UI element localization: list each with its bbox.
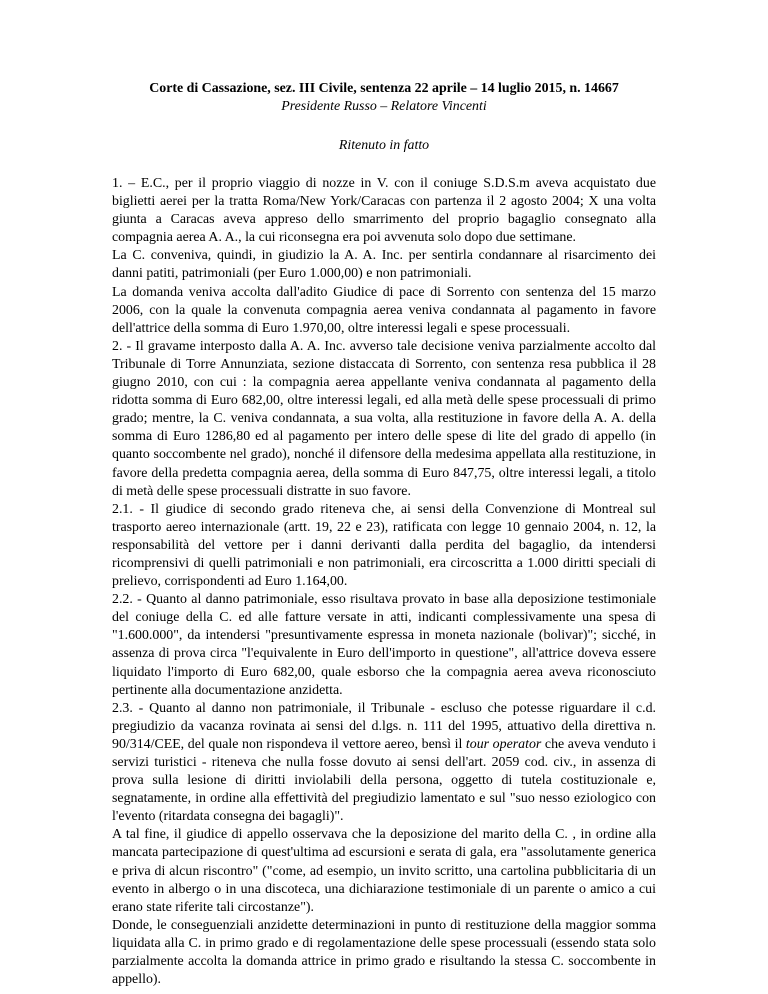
document-title: Corte di Cassazione, sez. III Civile, sentenza 22 aprile – 14 luglio 2015, n. 14667 (149, 81, 619, 96)
paragraph: La domanda veniva accolta dall'adito Giudice di pace di Sorrento con sentenza del 15 marzo 2006, con la quale la convenuta compagnia aerea veniva condannata al pagamento in favore dell'attrice della somma di Euro 1.970,00, oltre interessi legali e spese processuali. (112, 284, 656, 336)
document-subtitle: Presidente Russo – Relatore Vincenti (281, 99, 487, 114)
paragraph: A tal fine, il giudice di appello osservava che la deposizione del marito della C. , in ordine alla mancata partecipazione di quest'ultima ad escursioni e serata di gala, era "assolutamente generica e priva di alcun riscontro" ("come, ad esempio, un invito scritto, una cartolina pubblicitaria di un evento in albergo o in una discoteca, una dichiarazione testimoniale di un parente o amico a cui erano state riferite tali circostanze"). (112, 827, 656, 915)
paragraph: 2.3. - Quanto al danno non patrimoniale, il Tribunale - escluso che potesse riguardare il c.d. pregiudizio da vacanza rovinata ai sensi del d.lgs. n. 111 del 1995, attuativo della direttiva n. 90/314/CEE, del quale non rispondeva il vettore aereo, bensì il tour operator che aveva venduto i servizi turistici - riteneva che nulla fosse dovuto ai sensi dell'art. 2059 cod. civ., in assenza di prova sulla lesione di diritti inviolabili della persona, oggetto di tutela costituzionale e, segnatamente, in ordine alla effettività del pregiudizio lamentato e sul "suo nesso eziologico con l'evento (ritardata consegna dei bagagli)". (112, 700, 657, 825)
paragraph: 2.2. - Quanto al danno patrimoniale, esso risultava provato in base alla deposizione testimoniale del coniuge della C. ed alle fatture versate in atti, indicanti complessivamente una spesa di "1.600.000", da intendersi "presuntivamente espressa in moneta nazionale (bolivar)"; sicché, in assenza di prova circa "l'equivalente in Euro dell'importo in questione", all'attrice doveva essere liquidato l'importo di Euro 682,00, quale esborso che la compagnia aerea aveva riconosciuto pertinente alla documentazione anzidetta. (112, 592, 656, 698)
paragraph: La C. conveniva, quindi, in giudizio la A. A. Inc. per sentirla condannare al risarcimento dei danni patiti, patrimoniali (per Euro 1.000,00) e non patrimoniali. (112, 248, 656, 282)
paragraph: 2.1. - Il giudice di secondo grado riteneva che, ai sensi della Convenzione di Montreal sul trasporto aereo internazionale (artt. 19, 22 e 23), ratificata con legge 10 gennaio 2004, n. 12, la responsabilità del vettore per i danni derivanti dalla perdita del bagaglio, da intendersi ricomprensivi di quelli patrimoniali e non patrimoniali, era circoscritta a 1.000 diritti speciali di prelievo, corrispondenti ad Euro 1.164,00. (112, 501, 656, 590)
paragraph: Donde, le conseguenziali anzidette determinazioni in punto di restituzione della maggior somma liquidata alla C. in primo grado e di regolamentazione delle spese processuali (essendo stata solo parzialmente accolta la domanda attrice in primo grado e risultando la stessa C. soccombente in appello). (112, 917, 656, 988)
italic-term: tour operator (465, 736, 542, 752)
paragraph: 2. - Il gravame interposto dalla A. A. Inc. avverso tale decisione veniva parzialmente accolto dal Tribunale di Torre Annunziata, sezione distaccata di Sorrento, con sentenza resa pubblica il 28 giugno 2010, con cui : la compagnia aerea appellante veniva condannata al pagamento della ridotta somma di Euro 682,00, oltre interessi legali, ed alla metà delle spese processuali di primo grado; mentre, la C. veniva condannata, a sua volta, alla restituzione in favore della A. A. della somma di Euro 1286,80 ed al pagamento per intero delle spese di lite del grado di appello (in quanto soccombente nel grado), nonché il difensore della medesima appellata alla restituzione, in favore della predetta compagnia aerea, della somma di Euro 847,75, oltre interessi legali, a titolo di metà delle spese processuali distratte in suo favore. (112, 338, 656, 499)
section-heading: Ritenuto in fatto (338, 138, 430, 153)
document-body (112, 175, 656, 989)
paragraph: 1. – E.C., per il proprio viaggio di nozze in V. con il coniuge S.D.S.m aveva acquistato due biglietti aerei per la tratta Roma/New York/Caracas con partenza il 2 agosto 2004; X una volta giunta a Caracas aveva appreso dello smarrimento del proprio bagaglio consegnato alla compagnia aerea A. A., la cui riconsegna era poi avvenuta solo dopo due settimane. (112, 176, 656, 246)
